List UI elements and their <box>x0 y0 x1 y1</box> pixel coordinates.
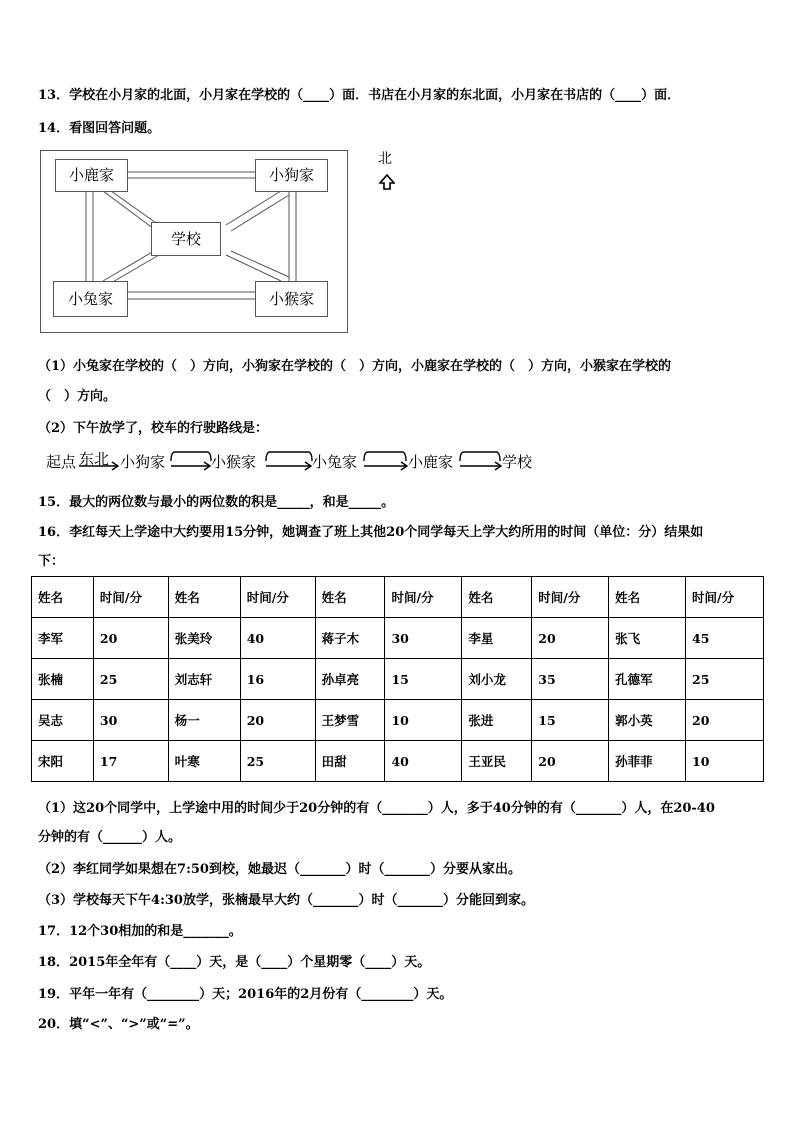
question-number: 18． <box>38 955 70 970</box>
table-cell: 蒋子木 <box>315 618 385 659</box>
header-cell: 时间/分 <box>385 577 462 618</box>
table-cell: 25 <box>686 659 764 700</box>
table-cell: 田甜 <box>315 741 385 782</box>
question-text: 12个30相加的和是_______。 <box>69 924 242 939</box>
question-15 <box>38 491 394 510</box>
route-start: 起点 <box>46 453 77 471</box>
table-cell: 10 <box>385 700 462 741</box>
question-text: 填“<”、“>”或“=”。 <box>69 1017 199 1032</box>
table-cell: 郭小英 <box>609 700 686 741</box>
table-cell: 10 <box>686 741 764 782</box>
question-text: 看图回答问题。 <box>69 121 161 136</box>
question-13 <box>38 84 680 103</box>
header-cell: 时间/分 <box>686 577 764 618</box>
table-header-row <box>32 577 764 618</box>
table-cell: 20 <box>240 700 315 741</box>
table-cell: 张美玲 <box>168 618 240 659</box>
question-text: 2015年全年有（____）天，是（____）个星期零（____）天。 <box>69 955 431 970</box>
commute-time-table <box>31 576 764 782</box>
question-text: 学校在小月家的北面，小月家在学校的（____）面．书店在小月家的东北面，小月家在书店的（____）面． <box>69 88 681 103</box>
table-cell: 吴志 <box>32 700 94 741</box>
question-number: 20． <box>38 1017 70 1032</box>
table-cell: 杨一 <box>168 700 240 741</box>
header-cell: 姓名 <box>315 577 385 618</box>
route-stop-monkey: 小猴家 <box>211 453 257 471</box>
question-number: 17． <box>38 924 70 939</box>
route-stop-dog: 小狗家 <box>120 453 166 471</box>
q16-sub1-line2: 分钟的有（______）人。 <box>38 830 182 845</box>
question-18 <box>38 951 430 970</box>
table-cell: 张飞 <box>609 618 686 659</box>
table-cell: 30 <box>385 618 462 659</box>
table-row <box>32 700 764 741</box>
table-cell: 25 <box>240 741 315 782</box>
question-number: 15． <box>38 495 70 510</box>
table-cell: 李星 <box>462 618 532 659</box>
north-compass <box>378 148 395 194</box>
table-cell: 30 <box>93 700 168 741</box>
header-cell: 姓名 <box>609 577 686 618</box>
table-cell: 20 <box>93 618 168 659</box>
table-cell: 孔德军 <box>609 659 686 700</box>
q16-sub1-line1: （1）这20个同学中，上学途中用的时间少于20分钟的有（_______）人，多于40分钟的有（_______）人，在20-40 <box>38 801 715 816</box>
question-16 <box>38 521 703 540</box>
table-cell: 张进 <box>462 700 532 741</box>
table-cell: 李军 <box>32 618 94 659</box>
table-cell: 20 <box>686 700 764 741</box>
map-monkey-home: 小猴家 <box>255 281 328 317</box>
map-dog-home: 小狗家 <box>255 159 328 192</box>
table-cell: 孙菲菲 <box>609 741 686 782</box>
table-cell: 张楠 <box>32 659 94 700</box>
table-row <box>32 659 764 700</box>
question-text: 平年一年有（________）天；2016年的2月份有（________）天。 <box>69 987 453 1002</box>
table-row <box>32 618 764 659</box>
q16-sub3: （3）学校每天下午4:30放学，张楠最早大约（_______）时（_______）分能回到家。 <box>38 893 534 908</box>
route-stop-rabbit: 小兔家 <box>312 453 358 471</box>
table-cell: 35 <box>532 659 609 700</box>
north-label: 北 <box>378 151 392 167</box>
table-cell: 20 <box>532 618 609 659</box>
header-cell: 姓名 <box>32 577 94 618</box>
bus-route <box>46 444 546 474</box>
table-cell: 40 <box>240 618 315 659</box>
q14-sub1-line2: （ ）方向。 <box>38 389 117 404</box>
table-cell: 叶寒 <box>168 741 240 782</box>
question-20 <box>38 1013 199 1032</box>
question-text: 李红每天上学途中大约要用15分钟，她调查了班上其他20个同学每天上学大约所用的时间（单位：分）结果如 <box>69 525 704 540</box>
table-row <box>32 741 764 782</box>
q14-sub2: （2）下午放学了，校车的行驶路线是： <box>38 421 269 436</box>
question-number: 14． <box>38 121 70 136</box>
question-17 <box>38 920 242 939</box>
table-cell: 15 <box>385 659 462 700</box>
table-cell: 25 <box>93 659 168 700</box>
question-number: 13． <box>38 88 70 103</box>
question-16-continued: 下： <box>38 554 65 569</box>
table-cell: 刘志轩 <box>168 659 240 700</box>
map-deer-home: 小鹿家 <box>55 159 128 192</box>
table-cell: 20 <box>532 741 609 782</box>
route-end-school: 学校 <box>502 453 533 471</box>
header-cell: 姓名 <box>462 577 532 618</box>
question-number: 19． <box>38 987 70 1002</box>
route-arrows <box>46 444 546 474</box>
table-cell: 16 <box>240 659 315 700</box>
map-rabbit-home: 小兔家 <box>53 281 128 317</box>
table-cell: 王亚民 <box>462 741 532 782</box>
route-stop-deer: 小鹿家 <box>408 453 454 471</box>
question-text: 最大的两位数与最小的两位数的积是_____，和是_____。 <box>69 495 395 510</box>
q14-sub1-line1: （1）小兔家在学校的（ ）方向，小狗家在学校的（ ）方向，小鹿家在学校的（ ）方向，小猴家在学校的 <box>38 359 672 374</box>
route-direction-northeast: 东北 <box>79 450 110 468</box>
location-map <box>40 150 348 333</box>
table-cell: 45 <box>686 618 764 659</box>
q16-sub2: （2）李红同学如果想在7:50到校，她最迟（_______）时（_______）分要从家出。 <box>38 862 521 877</box>
table-cell: 王梦雪 <box>315 700 385 741</box>
table-cell: 刘小龙 <box>462 659 532 700</box>
table-cell: 40 <box>385 741 462 782</box>
table-cell: 宋阳 <box>32 741 94 782</box>
header-cell: 时间/分 <box>532 577 609 618</box>
header-cell: 姓名 <box>168 577 240 618</box>
header-cell: 时间/分 <box>240 577 315 618</box>
table-cell: 孙卓亮 <box>315 659 385 700</box>
header-cell: 时间/分 <box>93 577 168 618</box>
question-number: 16． <box>38 525 70 540</box>
table-cell: 15 <box>532 700 609 741</box>
table-cell: 17 <box>93 741 168 782</box>
question-19 <box>38 983 452 1002</box>
question-14 <box>38 117 160 136</box>
map-school: 学校 <box>151 222 221 256</box>
north-arrow-icon <box>379 174 395 190</box>
